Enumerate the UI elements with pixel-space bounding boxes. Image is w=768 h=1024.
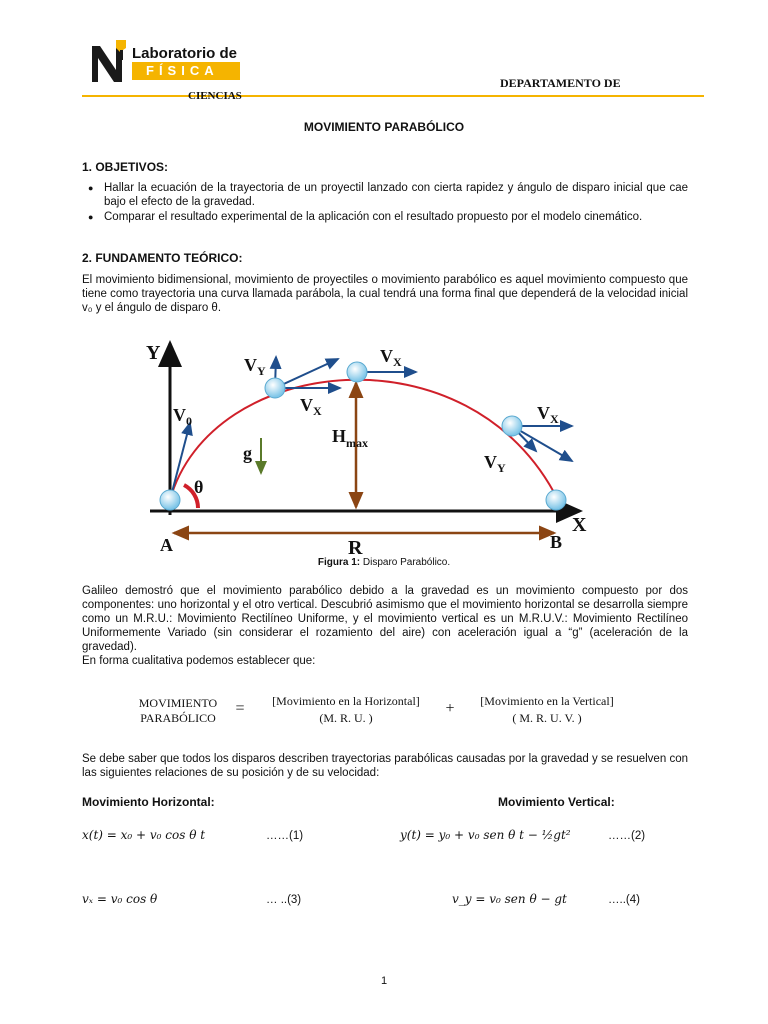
heading-vertical: Movimiento Vertical:: [498, 795, 615, 809]
ball-rising: [265, 378, 285, 398]
equation-4: v_y = v₀ sen θ − gt: [452, 892, 567, 906]
eq-horizontal: [Movimiento en la Horizontal] (M. R. U. ): [272, 694, 420, 725]
section-heading-objectives: 1. OBJETIVOS:: [82, 160, 169, 174]
label-b: B: [550, 532, 563, 552]
projectile-diagram: [140, 335, 600, 557]
label-hmax: $H_{max}$: [332, 426, 369, 450]
label-vy-1: $V_Y$: [244, 355, 266, 378]
eq-lhs: MOVIMIENTO PARABÓLICO: [138, 696, 218, 725]
equation-3-number: … ..(3): [266, 894, 302, 906]
label-y-axis: Y: [146, 342, 161, 364]
paragraph: En forma cualitativa podemos establecer que:: [82, 655, 316, 667]
list-item: ● Hallar la ecuación de la trayectoria de un proyectil lanzado con cierta rapidez y ángulo de disparo inicial que cae bajo el efecto de la gravedad.: [82, 182, 688, 209]
ball-peak: [347, 362, 367, 382]
paragraph: El movimiento bidimensional, movimiento de proyectiles o movimiento parabólico es aquel movimiento compuesto que tiene como trayectoria una curva llamada parábola, la cual tendrá una forma final que dependerá de la velocidad inicial v₀ y el ángulo de disparo θ.: [82, 274, 688, 314]
logo-title: Laboratorio de: [132, 45, 238, 62]
header-divider: [82, 95, 704, 97]
equation-1-number: ……(1): [266, 830, 304, 842]
paragraph: Se debe saber que todos los disparos describen trayectorias parabólicas causadas por la gravedad y se resuelven con las siguientes relaciones de su posición y de su velocidad:: [82, 753, 688, 779]
equation-1: x(t) = x₀ + v₀ cos θ t: [82, 828, 206, 842]
ball-falling: [502, 416, 522, 436]
paragraph: Galileo demostró que el movimiento parabólico debido a la gravedad es un movimiento compuesto por dos componentes: uno horizontal y el otro vertical. Descubrió asimismo que el movimiento horizontal se desarrolla siempre como un M.R.U.: Movimiento Rectilíneo Uniforme, y el movimiento vertical es un M.R.U.V.: Movimiento Rectilíneo Uniformemente Variado (sin considerar el rozamiento del aire) con aceleración igual a “g” (aceleración de la gravedad).: [82, 585, 688, 653]
label-vx-1: $V_X$: [300, 395, 322, 418]
section-heading-theory: 2. FUNDAMENTO TEÓRICO:: [82, 251, 243, 265]
department-label-2: CIENCIAS: [188, 90, 242, 102]
label-vx-2: $V_X$: [380, 346, 402, 369]
department-label: DEPARTAMENTO DE: [500, 76, 621, 90]
list-item: ● Comparar el resultado experimental de la aplicación con el resultado propuesto por el modelo cinemático.: [82, 211, 688, 225]
figure-caption: Figura 1: Disparo Parabólico.: [317, 557, 451, 568]
page-number: 1: [380, 975, 388, 987]
equation-4-number: …..(4): [608, 894, 640, 906]
label-x-axis: X: [572, 514, 587, 536]
ball-end: [546, 490, 566, 510]
page-title: MOVIMIENTO PARABÓLICO: [303, 120, 465, 134]
label-g: g: [243, 443, 252, 463]
equation-2-number: ……(2): [608, 830, 646, 842]
label-r: R: [348, 537, 363, 557]
label-vx-3: $V_X$: [537, 403, 559, 426]
eq-equals: =: [235, 700, 245, 717]
eq-vertical: [Movimiento en la Vertical] ( M. R. U. V. ): [480, 694, 614, 725]
label-vy-2: $V_Y$: [484, 452, 506, 475]
logo-subtitle: FÍSICA: [146, 63, 219, 78]
objectives-list: [82, 182, 688, 227]
label-theta: θ: [194, 477, 204, 497]
label-v0: $V_0$: [173, 405, 192, 428]
ball-start: [160, 490, 180, 510]
logo-n-icon: [90, 38, 130, 84]
equation-2: y(t) = y₀ + v₀ sen θ t − ½gt²: [400, 828, 571, 842]
eq-plus: +: [445, 700, 455, 717]
equation-3: vₓ = v₀ cos θ: [82, 892, 158, 906]
label-a: A: [160, 535, 173, 555]
heading-horizontal: Movimiento Horizontal:: [82, 795, 215, 809]
